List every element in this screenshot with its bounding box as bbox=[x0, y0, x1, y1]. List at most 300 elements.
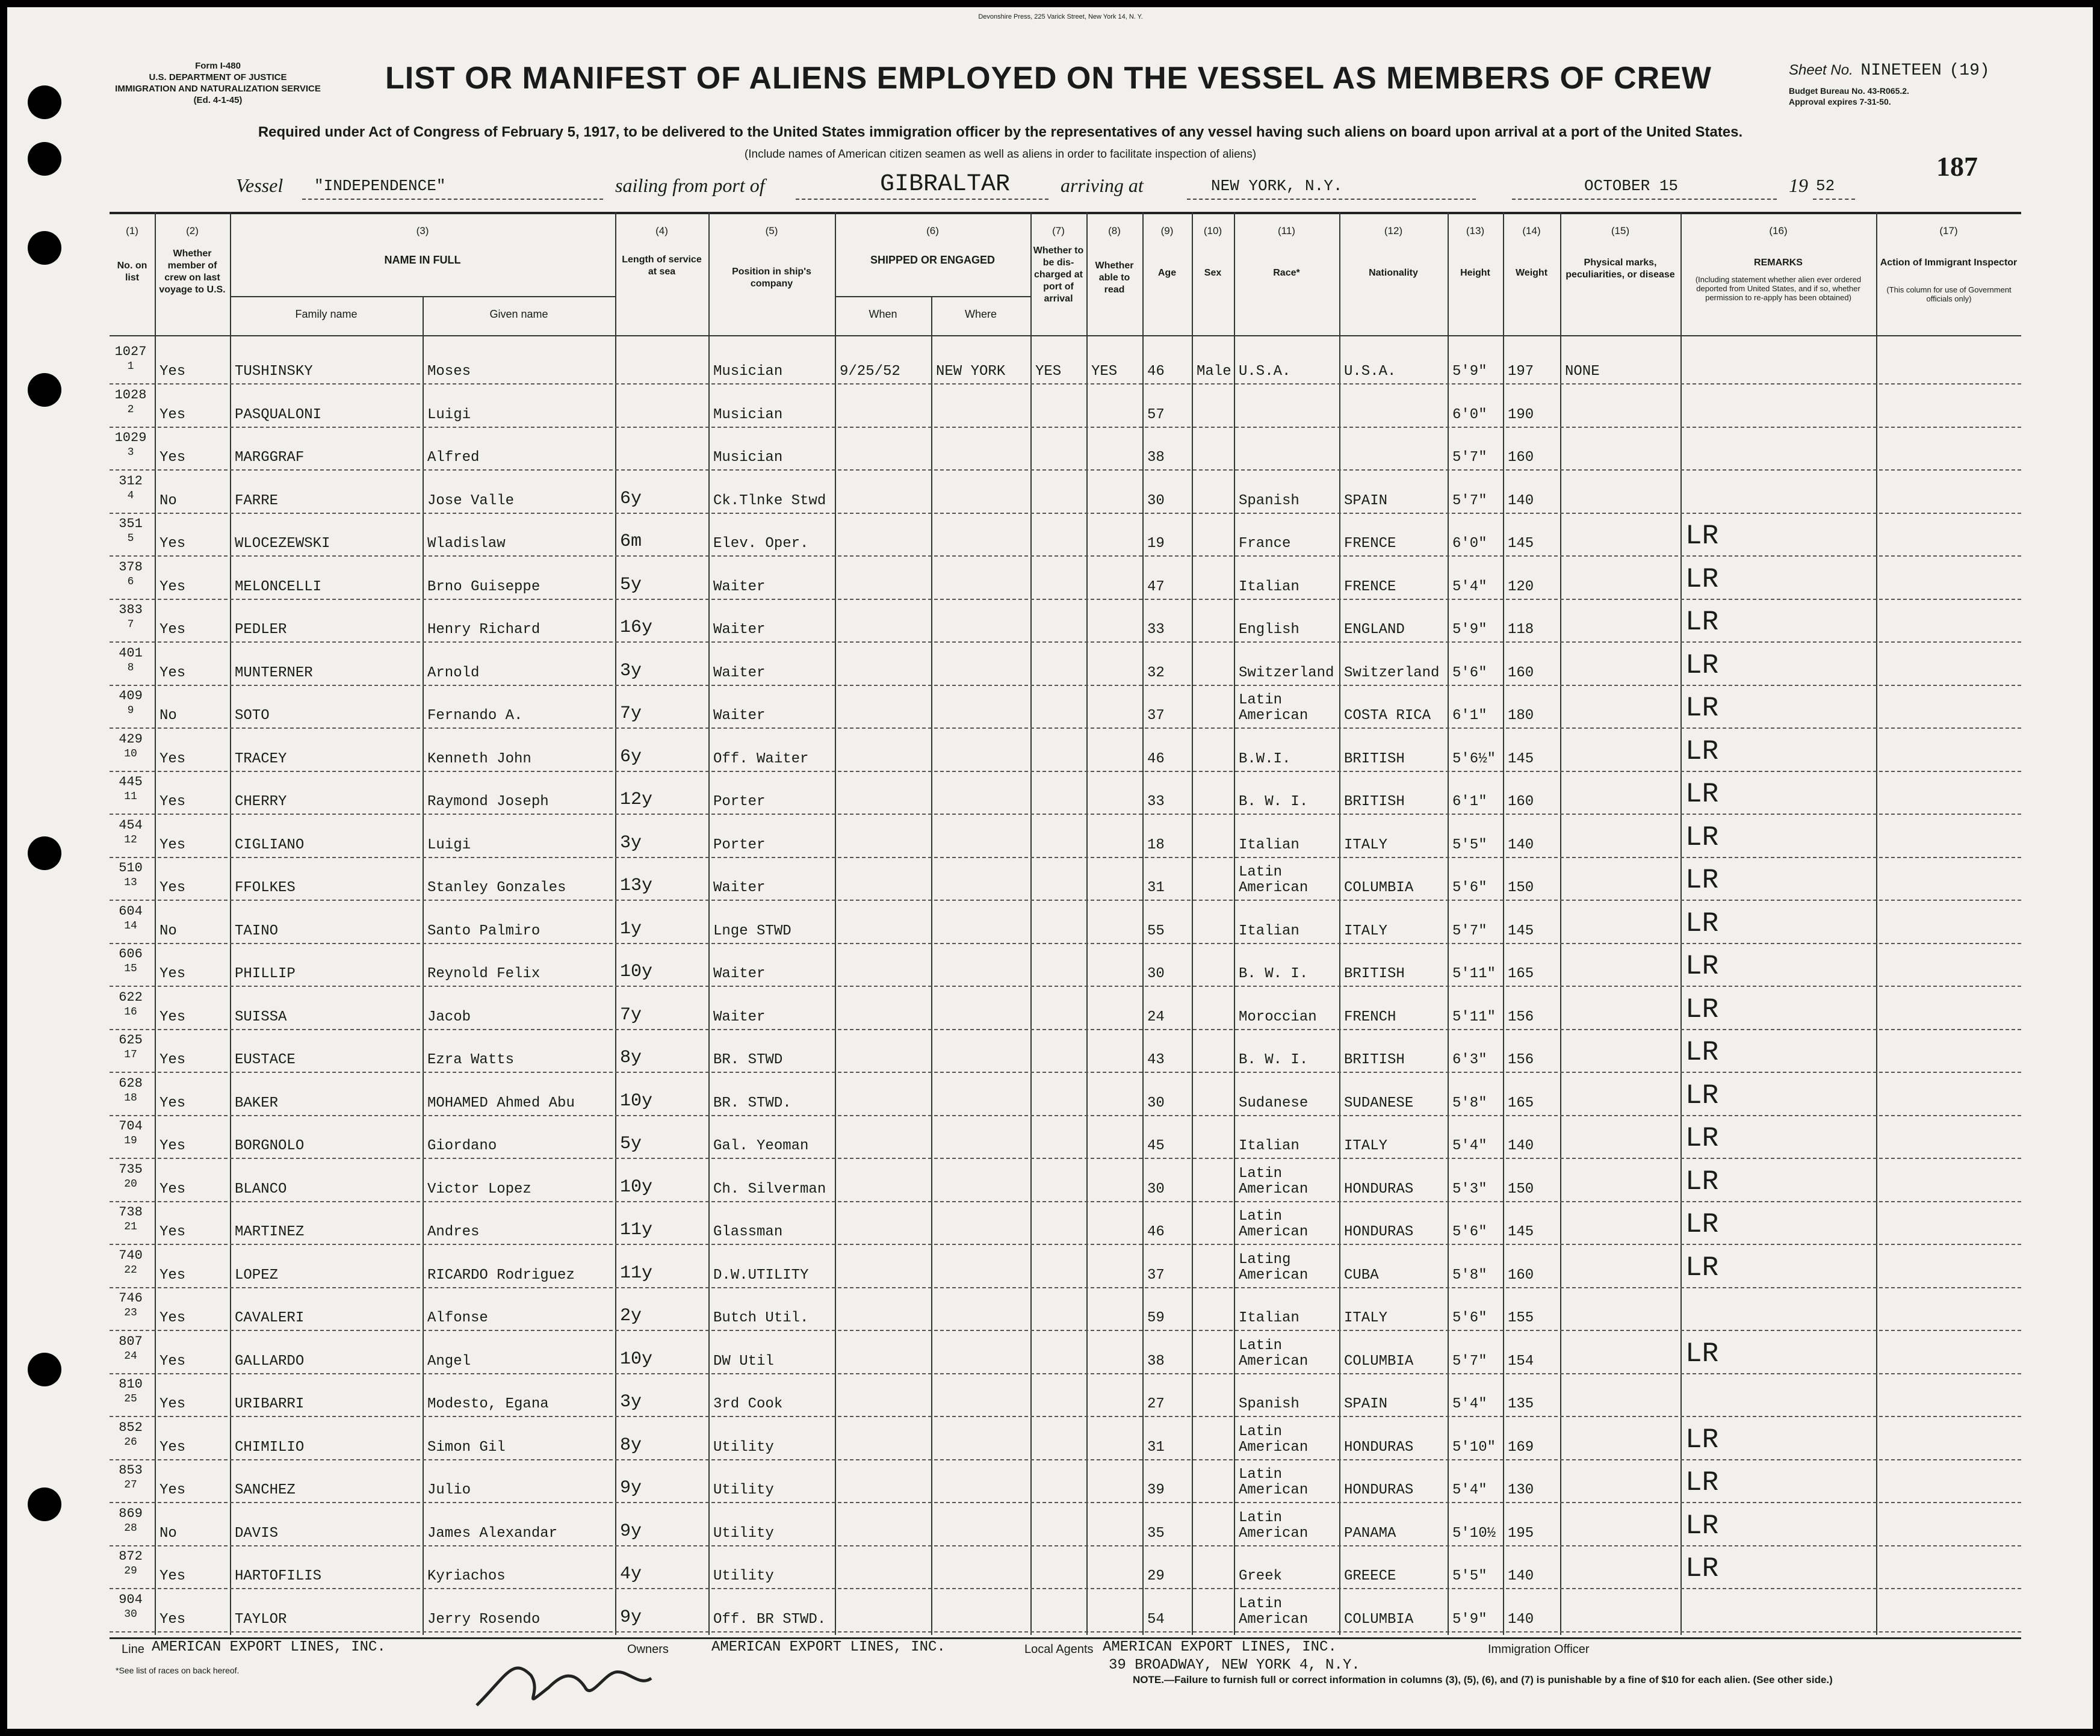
position: Elev. Oper. bbox=[713, 536, 809, 552]
remarks-initials: LR bbox=[1685, 993, 1719, 1025]
nationality: U.S.A. bbox=[1344, 363, 1396, 380]
crew-last-voyage: Yes bbox=[160, 1138, 186, 1154]
sex: Male bbox=[1197, 363, 1231, 380]
race: France bbox=[1239, 536, 1291, 552]
race: Latin American bbox=[1239, 692, 1309, 724]
table-row bbox=[110, 901, 2021, 944]
shipped-where: NEW YORK bbox=[936, 363, 1006, 380]
list-number bbox=[113, 1549, 149, 1578]
weight: 180 bbox=[1508, 708, 1534, 724]
service-length: 9y bbox=[620, 1478, 642, 1498]
service: IMMIGRATION AND NATURALIZATION SERVICE bbox=[115, 84, 321, 94]
list-number bbox=[113, 560, 149, 589]
race: Latin American bbox=[1239, 1466, 1309, 1498]
table-row bbox=[110, 643, 2021, 686]
family-name: CAVALERI bbox=[235, 1310, 305, 1326]
service-length: 11y bbox=[620, 1262, 653, 1283]
column-number: (14) bbox=[1522, 225, 1541, 236]
family-name: TAYLOR bbox=[235, 1611, 287, 1628]
table-row bbox=[110, 513, 2021, 557]
punch-hole bbox=[28, 373, 61, 407]
family-name: MARGGRAF bbox=[235, 449, 305, 466]
weight: 145 bbox=[1508, 1224, 1534, 1240]
height: 5'3" bbox=[1452, 1181, 1487, 1197]
height: 5'6" bbox=[1452, 1310, 1487, 1326]
nationality: Switzerland bbox=[1344, 664, 1440, 681]
given-name: Fernando A. bbox=[427, 708, 523, 724]
column-header: Nationality bbox=[1369, 268, 1418, 278]
age: 30 bbox=[1147, 492, 1165, 509]
family-name: MARTINEZ bbox=[235, 1224, 305, 1240]
nationality: HONDURAS bbox=[1344, 1439, 1414, 1456]
height: 5'9" bbox=[1452, 1611, 1487, 1628]
nationality: BRITISH bbox=[1344, 966, 1405, 982]
family-name: SUISSA bbox=[235, 1009, 287, 1025]
race: Sudanese bbox=[1239, 1095, 1309, 1111]
line-number: 24 bbox=[124, 1350, 137, 1362]
family-name: FFOLKES bbox=[235, 880, 296, 896]
position: Porter bbox=[713, 836, 766, 853]
crew-last-voyage: Yes bbox=[160, 1439, 186, 1456]
service-length: 6y bbox=[620, 488, 642, 509]
given-name: Kenneth John bbox=[427, 750, 531, 767]
when-header: When bbox=[869, 308, 897, 320]
list-number bbox=[113, 1119, 149, 1148]
height: 5'9" bbox=[1452, 622, 1487, 638]
list-id: 853 bbox=[119, 1463, 143, 1478]
list-id: 383 bbox=[119, 602, 143, 617]
list-id: 740 bbox=[119, 1247, 143, 1263]
table-row bbox=[110, 1331, 2021, 1374]
list-number bbox=[113, 1507, 149, 1536]
table-row bbox=[110, 857, 2021, 901]
service-length: 11y bbox=[620, 1220, 653, 1240]
sailing-label: sailing from port of bbox=[615, 175, 765, 196]
given-name: Luigi bbox=[427, 406, 471, 423]
penalty-note: NOTE.—Failure to furnish full or correct information in columns (3), (5), (6), and (7) is punishable by a fine of $10 for each alien. (See other side.) bbox=[1133, 1674, 1833, 1685]
agents-address: 39 BROADWAY, NEW YORK 4, N.Y. bbox=[1109, 1657, 1360, 1673]
given-name: Wladislaw bbox=[427, 536, 506, 552]
height: 6'0" bbox=[1452, 406, 1487, 423]
remarks-initials: LR bbox=[1685, 779, 1719, 810]
family-name: URIBARRI bbox=[235, 1396, 305, 1412]
family-name: SOTO bbox=[235, 708, 270, 724]
age: 30 bbox=[1147, 966, 1165, 982]
family-name: BAKER bbox=[235, 1095, 279, 1111]
given-name: Arnold bbox=[427, 664, 480, 681]
printer-line: Devonshire Press, 225 Varick Street, New York 14, N. Y. bbox=[978, 13, 1143, 20]
race: Spanish bbox=[1239, 492, 1299, 509]
position: Ch. Silverman bbox=[713, 1181, 826, 1197]
service-length: 12y bbox=[620, 789, 653, 810]
given-name-header: Given name bbox=[489, 308, 548, 320]
nationality: PANAMA bbox=[1344, 1525, 1396, 1542]
weight: 140 bbox=[1508, 492, 1534, 509]
list-number bbox=[113, 1163, 149, 1191]
list-id: 869 bbox=[119, 1506, 143, 1521]
line-number: 19 bbox=[124, 1135, 137, 1147]
given-name: RICARDO Rodriguez bbox=[427, 1267, 575, 1283]
given-name: Angel bbox=[427, 1353, 471, 1370]
age: 31 bbox=[1147, 880, 1165, 896]
list-id: 735 bbox=[119, 1161, 143, 1177]
table-row bbox=[110, 987, 2021, 1030]
line-label: Line bbox=[122, 1643, 144, 1656]
line-number: 26 bbox=[124, 1436, 137, 1448]
crew-last-voyage: No bbox=[160, 922, 177, 939]
remarks-initials: LR bbox=[1685, 1510, 1719, 1542]
race: Lating American bbox=[1239, 1251, 1309, 1283]
list-number bbox=[113, 388, 149, 417]
race: Latin American bbox=[1239, 1165, 1309, 1197]
line-number: 11 bbox=[124, 791, 137, 803]
age: 37 bbox=[1147, 708, 1165, 724]
position: Utility bbox=[713, 1439, 774, 1456]
list-id: 807 bbox=[119, 1333, 143, 1349]
crew-last-voyage: Yes bbox=[160, 1568, 186, 1584]
table-row bbox=[110, 1417, 2021, 1460]
list-number bbox=[113, 1291, 149, 1320]
position: 3rd Cook bbox=[713, 1396, 783, 1412]
line-number: 4 bbox=[127, 489, 134, 502]
column-header: SHIPPED OR ENGAGED bbox=[870, 254, 996, 266]
given-name: Brno Guiseppe bbox=[427, 578, 540, 595]
list-number bbox=[113, 1077, 149, 1105]
height: 5'4" bbox=[1452, 1396, 1487, 1412]
given-name: Modesto, Egana bbox=[427, 1396, 549, 1412]
list-id: 429 bbox=[119, 731, 143, 747]
service-length: 10y bbox=[620, 962, 653, 982]
race: B. W. I. bbox=[1239, 966, 1309, 982]
line-number: 3 bbox=[127, 446, 134, 459]
given-name: Moses bbox=[427, 363, 471, 380]
height: 5'7" bbox=[1452, 449, 1487, 466]
family-name: LOPEZ bbox=[235, 1267, 279, 1283]
crew-last-voyage: Yes bbox=[160, 664, 186, 681]
race: Latin American bbox=[1239, 1595, 1309, 1628]
race: B. W. I. bbox=[1239, 1052, 1309, 1068]
given-name: James Alexandar bbox=[427, 1525, 558, 1542]
owners-label: Owners bbox=[627, 1643, 669, 1656]
nationality: ITALY bbox=[1344, 836, 1388, 853]
crew-last-voyage: Yes bbox=[160, 1310, 186, 1326]
nationality: HONDURAS bbox=[1344, 1224, 1414, 1240]
table-row bbox=[110, 729, 2021, 772]
table-row bbox=[110, 815, 2021, 858]
line-number: 2 bbox=[127, 403, 134, 416]
list-number bbox=[113, 431, 149, 460]
family-name: MELONCELLI bbox=[235, 578, 322, 595]
punch-hole bbox=[28, 85, 61, 119]
remarks-initials: LR bbox=[1685, 607, 1719, 638]
weight: 120 bbox=[1508, 578, 1534, 595]
column-number: (6) bbox=[926, 225, 939, 236]
race: Latin American bbox=[1239, 864, 1309, 896]
weight: 155 bbox=[1508, 1310, 1534, 1326]
sheet-number bbox=[1789, 61, 1990, 80]
family-name: FARRE bbox=[235, 492, 279, 509]
given-name: Ezra Watts bbox=[427, 1052, 515, 1068]
position: Waiter bbox=[713, 708, 766, 724]
list-number bbox=[113, 775, 149, 804]
nationality: FRENCE bbox=[1344, 578, 1396, 595]
crew-last-voyage: Yes bbox=[160, 794, 186, 810]
remarks-initials: LR bbox=[1685, 865, 1719, 896]
column-number: (12) bbox=[1384, 225, 1403, 236]
table-row bbox=[110, 1030, 2021, 1073]
age: 19 bbox=[1147, 536, 1165, 552]
age: 32 bbox=[1147, 664, 1165, 681]
column-header: Age bbox=[1157, 268, 1177, 278]
age: 35 bbox=[1147, 1525, 1165, 1542]
given-name: Giordano bbox=[427, 1138, 497, 1154]
manifest-page bbox=[7, 7, 2093, 1729]
service-length: 16y bbox=[620, 617, 653, 638]
column-header: Whether to be dis-charged at port of arrival bbox=[1033, 246, 1084, 304]
list-number bbox=[113, 1205, 149, 1234]
family-name: PHILLIP bbox=[235, 966, 296, 982]
line-number: 6 bbox=[127, 575, 134, 588]
remarks-initials: LR bbox=[1685, 1080, 1719, 1111]
position: Waiter bbox=[713, 622, 766, 638]
service-length: 7y bbox=[620, 703, 642, 724]
list-number bbox=[113, 1463, 149, 1492]
table-row bbox=[110, 1546, 2021, 1589]
line-number: 20 bbox=[124, 1178, 137, 1190]
punch-hole bbox=[28, 1487, 61, 1521]
position: BR. STWD bbox=[713, 1052, 783, 1068]
position: Off. Waiter bbox=[713, 750, 809, 767]
given-name: Kyriachos bbox=[427, 1568, 506, 1584]
service-length: 10y bbox=[620, 1348, 653, 1370]
age: 46 bbox=[1147, 363, 1165, 380]
height: 5'10" bbox=[1452, 1439, 1496, 1456]
service-length: 6y bbox=[620, 746, 642, 767]
race: Latin American bbox=[1239, 1509, 1309, 1542]
height: 5'7" bbox=[1452, 922, 1487, 939]
height: 5'6" bbox=[1452, 880, 1487, 896]
punch-hole bbox=[28, 1353, 61, 1386]
line-number: 1 bbox=[127, 360, 134, 372]
given-name: Reynold Felix bbox=[427, 966, 540, 982]
weight: 160 bbox=[1508, 664, 1534, 681]
weight: 130 bbox=[1508, 1482, 1534, 1498]
column-number: (5) bbox=[765, 225, 778, 236]
height: 5'11" bbox=[1452, 966, 1496, 982]
list-id: 1028 bbox=[114, 387, 147, 403]
sheet-value: NINETEEN bbox=[1860, 61, 1942, 80]
race: Italian bbox=[1239, 578, 1299, 595]
list-id: 622 bbox=[119, 989, 143, 1005]
table-row bbox=[110, 1073, 2021, 1116]
edition: (Ed. 4-1-45) bbox=[193, 95, 243, 105]
list-id: 625 bbox=[119, 1033, 143, 1048]
table-row bbox=[110, 771, 2021, 815]
nationality: COLUMBIA bbox=[1344, 1353, 1414, 1370]
position: Gal. Yeoman bbox=[713, 1138, 809, 1154]
year-suffix: 52 bbox=[1816, 177, 1835, 195]
punch-hole bbox=[28, 142, 61, 176]
nationality: SUDANESE bbox=[1344, 1095, 1414, 1111]
weight: 140 bbox=[1508, 1138, 1534, 1154]
remarks-initials: LR bbox=[1685, 563, 1719, 595]
nationality: BRITISH bbox=[1344, 1052, 1405, 1068]
column-header: Race* bbox=[1273, 268, 1300, 278]
race: B. W. I. bbox=[1239, 794, 1309, 810]
weight: 150 bbox=[1508, 1181, 1534, 1197]
crew-last-voyage: Yes bbox=[160, 1396, 186, 1412]
family-name: WLOCEZEWSKI bbox=[235, 536, 330, 552]
crew-last-voyage: Yes bbox=[160, 1224, 186, 1240]
position: Waiter bbox=[713, 578, 766, 595]
crew-last-voyage: Yes bbox=[160, 622, 186, 638]
list-number bbox=[113, 1593, 149, 1622]
column-header: Whether member of crew on last voyage to U.S. bbox=[159, 249, 226, 295]
line-number: 7 bbox=[127, 619, 134, 631]
column-header: Sex bbox=[1204, 268, 1222, 278]
height: 6'0" bbox=[1452, 536, 1487, 552]
height: 5'8" bbox=[1452, 1267, 1487, 1283]
nationality: ITALY bbox=[1344, 1310, 1388, 1326]
height: 6'1" bbox=[1452, 708, 1487, 724]
height: 5'6" bbox=[1452, 664, 1487, 681]
column-number: (7) bbox=[1052, 225, 1065, 236]
height: 5'5" bbox=[1452, 836, 1487, 853]
nationality: HONDURAS bbox=[1344, 1482, 1414, 1498]
age: 18 bbox=[1147, 836, 1165, 853]
line-number: 5 bbox=[127, 533, 134, 545]
crew-last-voyage: Yes bbox=[160, 536, 186, 552]
service-length: 8y bbox=[620, 1435, 642, 1456]
age: 46 bbox=[1147, 750, 1165, 767]
crew-last-voyage: Yes bbox=[160, 1482, 186, 1498]
line-number: 22 bbox=[124, 1264, 137, 1276]
crew-last-voyage: Yes bbox=[160, 750, 186, 767]
list-id: 604 bbox=[119, 903, 143, 919]
nationality: SPAIN bbox=[1344, 1396, 1388, 1412]
given-name: Santo Palmiro bbox=[427, 922, 540, 939]
race: Moroccian bbox=[1239, 1009, 1317, 1025]
weight: 154 bbox=[1508, 1353, 1534, 1370]
position: Musician bbox=[713, 363, 783, 380]
crew-last-voyage: Yes bbox=[160, 1181, 186, 1197]
list-number bbox=[113, 345, 149, 374]
family-name: CIGLIANO bbox=[235, 836, 305, 853]
given-name: Alfred bbox=[427, 449, 480, 466]
signature bbox=[471, 1651, 663, 1717]
sheet-label: Sheet No. bbox=[1789, 62, 1853, 78]
age: 38 bbox=[1147, 1353, 1165, 1370]
service-length: 5y bbox=[620, 1134, 642, 1154]
officer-label: Immigration Officer bbox=[1488, 1643, 1590, 1656]
column-number: (8) bbox=[1108, 225, 1121, 236]
position: Waiter bbox=[713, 880, 766, 896]
crew-last-voyage: Yes bbox=[160, 1267, 186, 1283]
remarks-initials: LR bbox=[1685, 1338, 1719, 1370]
owners-value: AMERICAN EXPORT LINES, INC. bbox=[711, 1639, 946, 1655]
page-number: 187 bbox=[1936, 151, 1978, 182]
age: 24 bbox=[1147, 1009, 1165, 1025]
column-header: Length of service at sea bbox=[622, 255, 702, 277]
age: 37 bbox=[1147, 1267, 1165, 1283]
age: 46 bbox=[1147, 1224, 1165, 1240]
vessel-line bbox=[236, 171, 1861, 202]
list-number bbox=[113, 1033, 149, 1062]
list-number bbox=[113, 732, 149, 761]
family-name: SANCHEZ bbox=[235, 1482, 296, 1498]
position: Utility bbox=[713, 1525, 774, 1542]
given-name: Alfonse bbox=[427, 1310, 488, 1326]
weight: 118 bbox=[1508, 622, 1534, 638]
table-row bbox=[110, 341, 2021, 385]
column-number: (10) bbox=[1203, 225, 1222, 236]
remarks-initials: LR bbox=[1685, 1037, 1719, 1068]
line-number: 27 bbox=[124, 1479, 137, 1491]
service-length: 10y bbox=[620, 1176, 653, 1197]
age: 59 bbox=[1147, 1310, 1165, 1326]
race: U.S.A. bbox=[1239, 363, 1291, 380]
budget-info bbox=[1789, 85, 1909, 107]
column-number: (17) bbox=[1939, 225, 1958, 236]
family-name: PEDLER bbox=[235, 622, 287, 638]
weight: 135 bbox=[1508, 1396, 1534, 1412]
nationality: COSTA RICA bbox=[1344, 708, 1431, 724]
weight: 140 bbox=[1508, 1611, 1534, 1628]
table-row bbox=[110, 1460, 2021, 1503]
weight: 150 bbox=[1508, 880, 1534, 896]
position: Glassman bbox=[713, 1224, 783, 1240]
age: 57 bbox=[1147, 406, 1165, 423]
remarks-initials: LR bbox=[1685, 1166, 1719, 1197]
race: Italian bbox=[1239, 922, 1299, 939]
column-number: (16) bbox=[1769, 225, 1788, 236]
height: 5'4" bbox=[1452, 1138, 1487, 1154]
age: 33 bbox=[1147, 622, 1165, 638]
crew-last-voyage: No bbox=[160, 492, 177, 509]
list-id: 401 bbox=[119, 645, 143, 661]
family-name: CHIMILIO bbox=[235, 1439, 305, 1456]
nationality: BRITISH bbox=[1344, 750, 1405, 767]
given-name: Luigi bbox=[427, 836, 471, 853]
table-row bbox=[110, 1202, 2021, 1245]
height: 5'5" bbox=[1452, 1568, 1487, 1584]
race: Latin American bbox=[1239, 1208, 1309, 1240]
footer bbox=[110, 1639, 2021, 1729]
family-name: BLANCO bbox=[235, 1181, 287, 1197]
remarks-initials: LR bbox=[1685, 1123, 1719, 1154]
age: 30 bbox=[1147, 1181, 1165, 1197]
given-name: MOHAMED Ahmed Abu bbox=[427, 1095, 575, 1111]
crew-last-voyage: Yes bbox=[160, 1009, 186, 1025]
column-header: Whether able to read bbox=[1095, 261, 1134, 295]
remarks-initials: LR bbox=[1685, 821, 1719, 853]
age: 47 bbox=[1147, 578, 1165, 595]
column-header: Position in ship's company bbox=[732, 267, 811, 289]
service-length: 7y bbox=[620, 1004, 642, 1025]
form-identifier bbox=[91, 60, 344, 106]
column-header: NAME IN FULL bbox=[384, 254, 461, 266]
age: 54 bbox=[1147, 1611, 1165, 1628]
line-number: 16 bbox=[124, 1005, 137, 1018]
age: 38 bbox=[1147, 449, 1165, 466]
list-id: 445 bbox=[119, 774, 143, 789]
arriving-label: arriving at bbox=[1061, 175, 1144, 196]
line-number: 9 bbox=[127, 705, 134, 717]
agents-label: Local Agents bbox=[1024, 1643, 1094, 1656]
given-name: Raymond Joseph bbox=[427, 794, 549, 810]
height: 6'3" bbox=[1452, 1052, 1487, 1068]
family-name: DAVIS bbox=[235, 1525, 279, 1542]
